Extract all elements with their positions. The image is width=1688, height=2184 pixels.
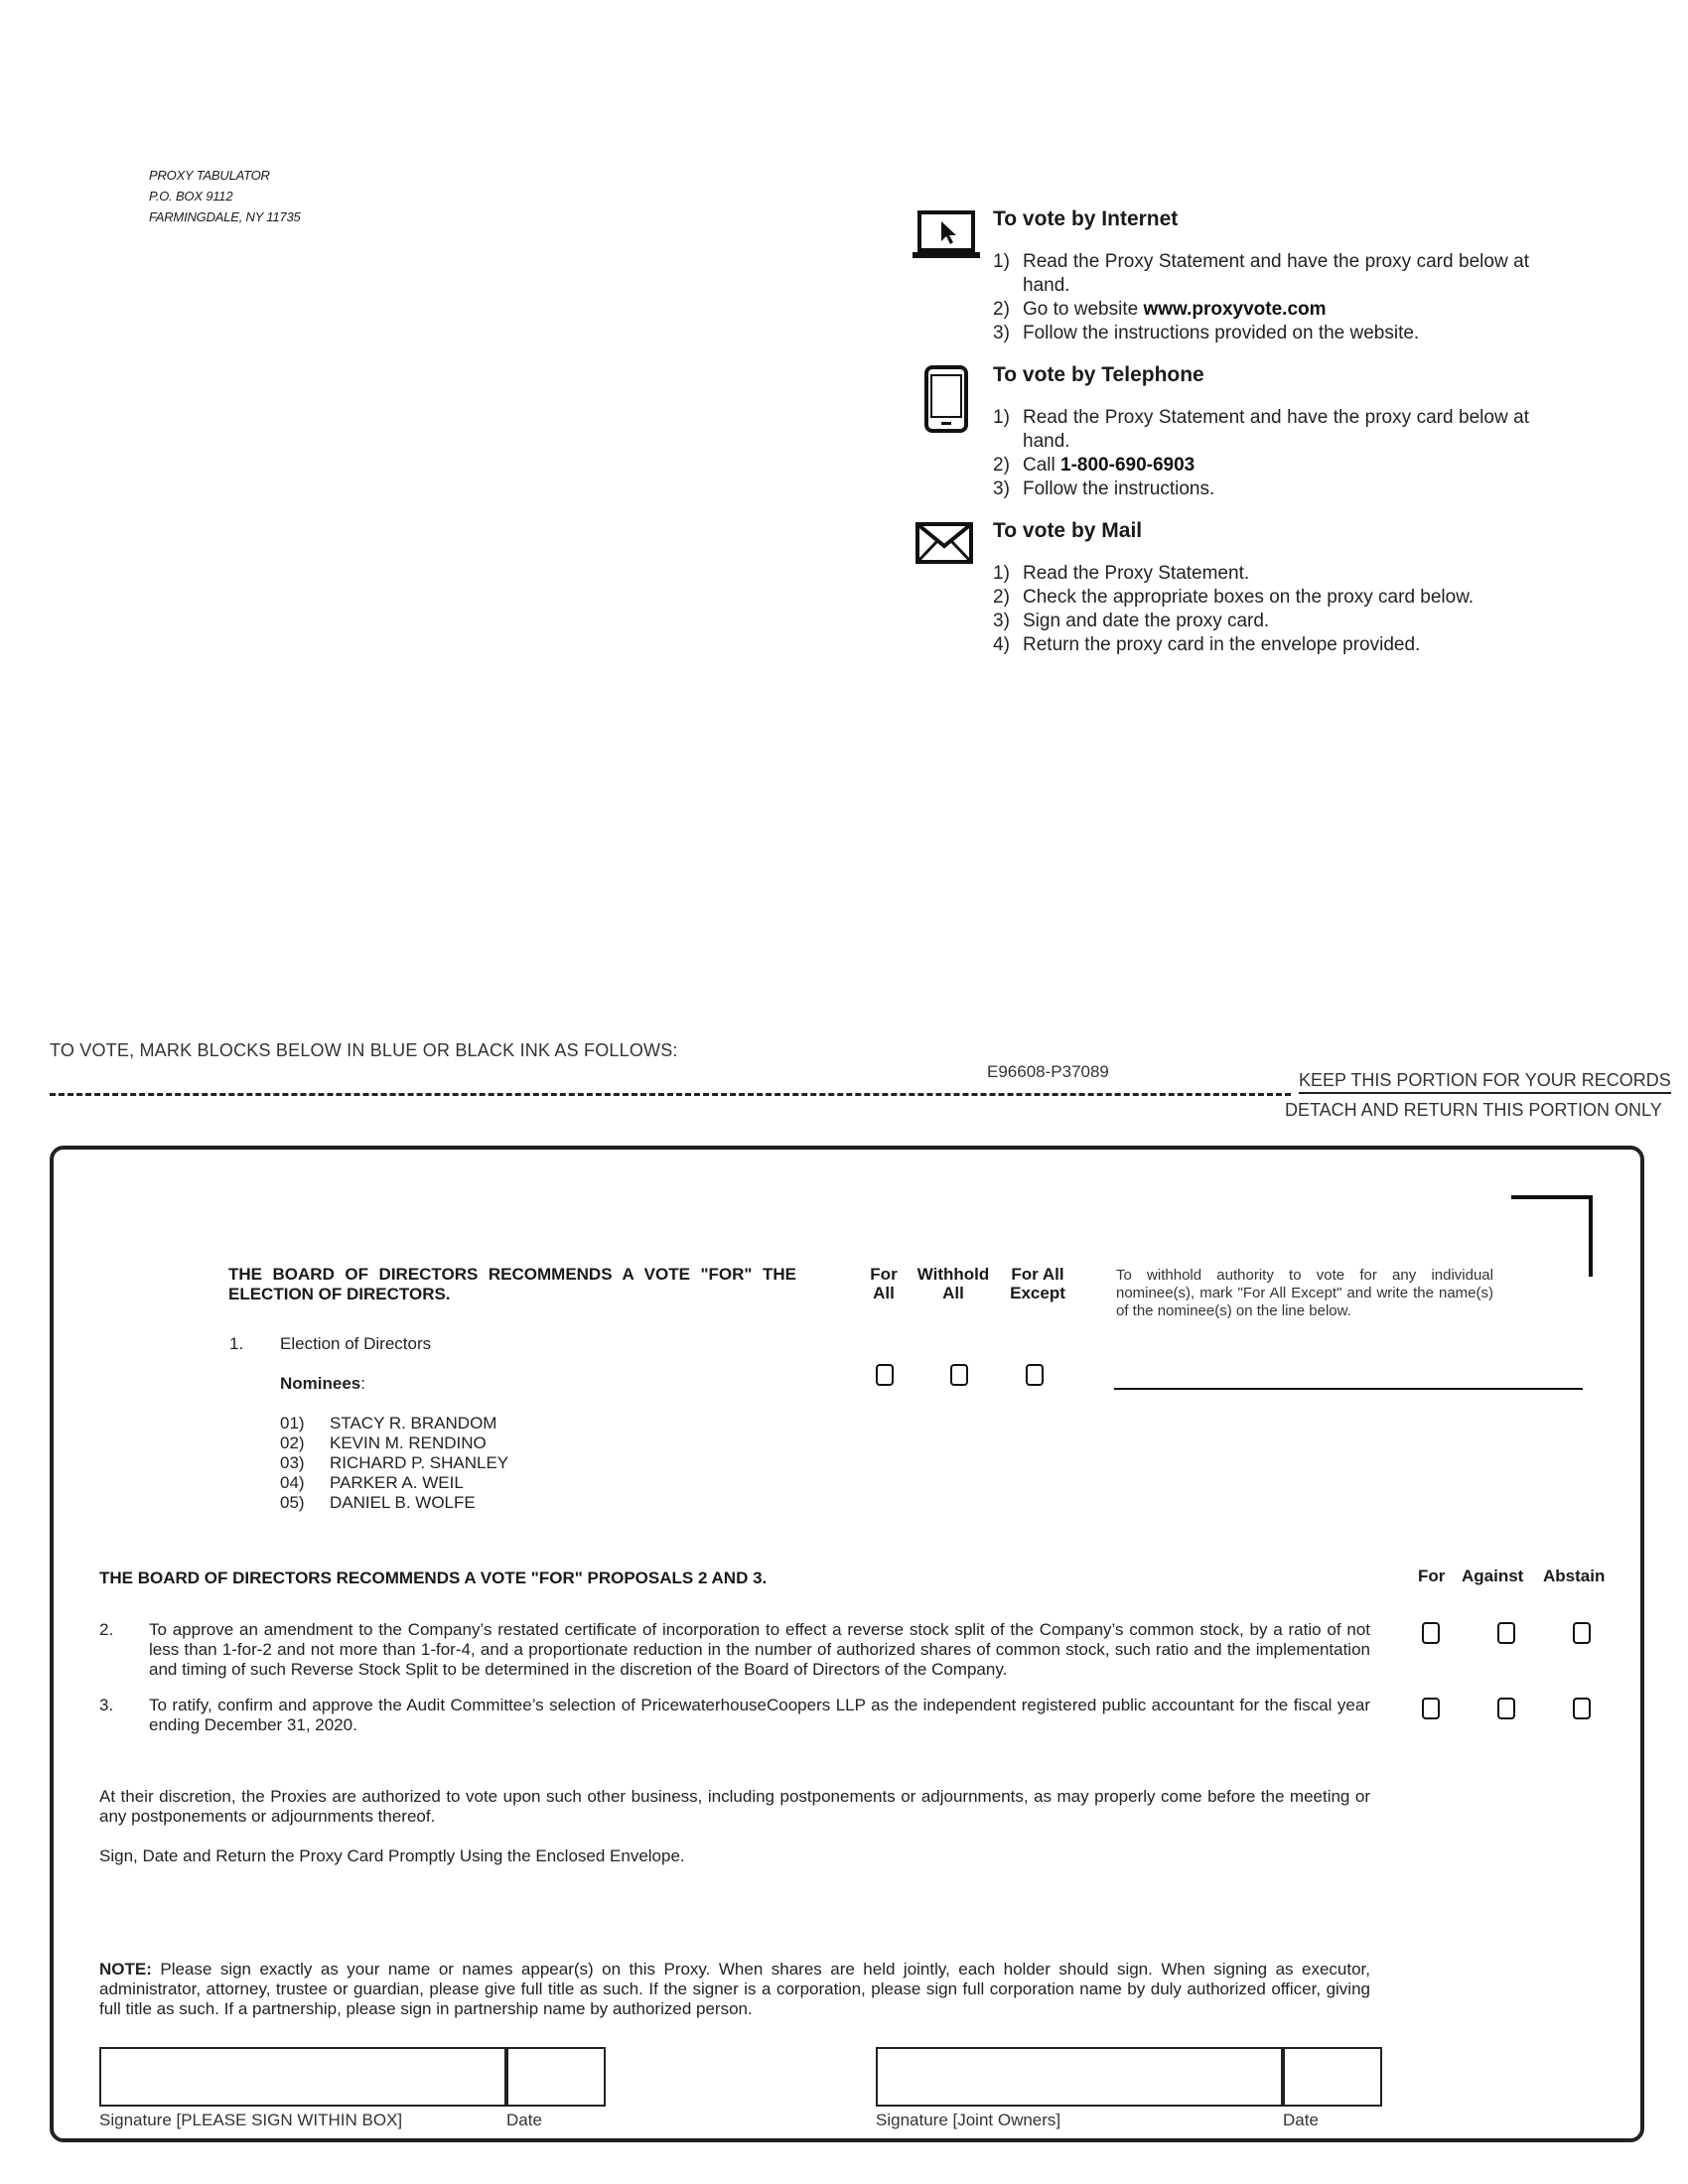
list-item: 1) Read the Proxy Statement.	[993, 563, 1250, 584]
checkbox-for-all-except[interactable]	[1026, 1364, 1044, 1386]
internet-steps	[993, 250, 1529, 345]
checkbox-for-all[interactable]	[876, 1364, 894, 1386]
return-address	[149, 165, 301, 227]
col-withhold-all: Withhold All	[916, 1265, 990, 1302]
item-1-label: Election of Directors	[280, 1334, 432, 1353]
item-1-number: 1.	[229, 1334, 244, 1353]
envelope-icon	[915, 522, 973, 569]
proposal-2-text: To approve an amendment to the Company’s restated certificate of incorporation to effect a reverse stock split of the Company’s common stock, by a ratio of not less than 1-for-2 and not more than 1-for-4, and a proportionate reduction in the number of authorized shares of common stock, such ratio and the implementation and timing of such Reverse Stock Split to be determined in the discretion of the Board of Directors of the Company.	[149, 1620, 1370, 1679]
proposal-2-against-checkbox[interactable]	[1497, 1622, 1515, 1644]
address-line-3: FARMINGDALE, NY 11735	[149, 209, 301, 224]
checkbox-withhold-all[interactable]	[950, 1364, 968, 1386]
list-item: 2) Call 1-800-690-6903	[993, 455, 1196, 476]
list-item: 04) PARKER A. WEIL	[280, 1473, 464, 1492]
registration-mark	[1511, 1195, 1593, 1277]
signature-box[interactable]	[99, 2047, 508, 2107]
address-line-2: P.O. BOX 9112	[149, 189, 233, 204]
control-code: E96608-P37089	[987, 1062, 1109, 1081]
nominees-label: Nominees:	[280, 1374, 365, 1393]
signing-note: NOTE: Please sign exactly as your name or names appear(s) on this Proxy. When shares are held jointly, each holder should sign. When signing as executor, administrator, attorney, trustee or guardian, please give full title as such. If the signer is a corporation, please sign full corporation name by duly authorized officer, giving full title as such. If a partnership, please sign in partnership name by authorized person.	[99, 1960, 1370, 2018]
col-for-all: For All	[870, 1265, 898, 1302]
list-item: 03) RICHARD P. SHANLEY	[280, 1453, 509, 1472]
joint-date-label: Date	[1283, 2111, 1319, 2129]
directors-heading: THE BOARD OF DIRECTORS RECOMMENDS A VOTE "FOR" THE ELECTION OF DIRECTORS.	[228, 1265, 796, 1303]
date-label: Date	[506, 2111, 542, 2129]
list-item: 1) Read the Proxy Statement and have the proxy card below at hand.	[993, 251, 1529, 296]
keep-portion-label: KEEP THIS PORTION FOR YOUR RECORDS	[1299, 1070, 1671, 1094]
address-line-1: PROXY TABULATOR	[149, 168, 270, 183]
proposals-heading: THE BOARD OF DIRECTORS RECOMMENDS A VOTE "FOR" PROPOSALS 2 AND 3.	[99, 1569, 768, 1587]
detach-portion-label: DETACH AND RETURN THIS PORTION ONLY	[1285, 1100, 1662, 1120]
list-item: 2) Go to website www.proxyvote.com	[993, 299, 1327, 320]
proposal-2-number: 2.	[99, 1620, 114, 1639]
list-item: 3) Follow the instructions provided on the website.	[993, 323, 1420, 343]
proposal-3-for-checkbox[interactable]	[1422, 1698, 1440, 1719]
telephone-steps	[993, 406, 1529, 501]
mail-steps	[993, 562, 1529, 657]
list-item: 4) Return the proxy card in the envelope provided.	[993, 634, 1421, 655]
col-abstain: Abstain	[1543, 1567, 1606, 1585]
telephone-title: To vote by Telephone	[993, 363, 1204, 386]
ink-instruction: TO VOTE, MARK BLOCKS BELOW IN BLUE OR BLACK INK AS FOLLOWS:	[50, 1040, 678, 1060]
list-item: 05) DANIEL B. WOLFE	[280, 1493, 476, 1512]
date-box[interactable]	[504, 2047, 606, 2107]
mail-title: To vote by Mail	[993, 519, 1143, 542]
list-item: 2) Check the appropriate boxes on the proxy card below.	[993, 587, 1475, 608]
list-item: 02) KEVIN M. RENDINO	[280, 1433, 487, 1452]
proposal-2-for-checkbox[interactable]	[1422, 1622, 1440, 1644]
phone-icon	[923, 365, 969, 438]
proposal-3-abstain-checkbox[interactable]	[1573, 1698, 1591, 1719]
discretion-text: At their discretion, the Proxies are authorized to vote upon such other business, including postponements or adjournments, as may properly come before the meeting or any postponements or adjournments thereof.	[99, 1787, 1370, 1826]
signature-label: Signature [PLEASE SIGN WITHIN BOX]	[99, 2111, 403, 2129]
internet-title: To vote by Internet	[993, 207, 1179, 230]
list-item: 01) STACY R. BRANDOM	[280, 1414, 497, 1433]
col-for: For	[1418, 1567, 1446, 1585]
website-link[interactable]: www.proxyvote.com	[1143, 299, 1327, 320]
joint-signature-label: Signature [Joint Owners]	[876, 2111, 1061, 2129]
joint-signature-box[interactable]	[876, 2047, 1285, 2107]
sign-return-text: Sign, Date and Return the Proxy Card Promptly Using the Enclosed Envelope.	[99, 1846, 685, 1865]
phone-number: 1-800-690-6903	[1060, 455, 1196, 476]
proposal-3-against-checkbox[interactable]	[1497, 1698, 1515, 1719]
withhold-note: To withhold authority to vote for any individual nominee(s), mark "For All Except" and write the name(s) of the nominee(s) on the line below.	[1116, 1267, 1493, 1319]
list-item: 3) Follow the instructions.	[993, 478, 1215, 499]
proposal-2-abstain-checkbox[interactable]	[1573, 1622, 1591, 1644]
list-item: 1) Read the Proxy Statement and have the proxy card below at hand.	[993, 407, 1529, 452]
laptop-icon	[912, 208, 981, 265]
except-nominee-line[interactable]	[1114, 1388, 1583, 1390]
nominee-list	[280, 1414, 508, 1513]
col-for-all-except: For All Except	[1010, 1265, 1065, 1302]
col-against: Against	[1462, 1567, 1524, 1585]
proposal-3-text: To ratify, confirm and approve the Audit Committee’s selection of PricewaterhouseCoopers LLP as the independent registered public accountant for the fiscal year ending December 31, 2020.	[149, 1696, 1370, 1734]
list-item: 3) Sign and date the proxy card.	[993, 611, 1270, 631]
proposal-3-number: 3.	[99, 1696, 114, 1714]
joint-date-box[interactable]	[1281, 2047, 1382, 2107]
detach-line	[50, 1093, 1291, 1096]
